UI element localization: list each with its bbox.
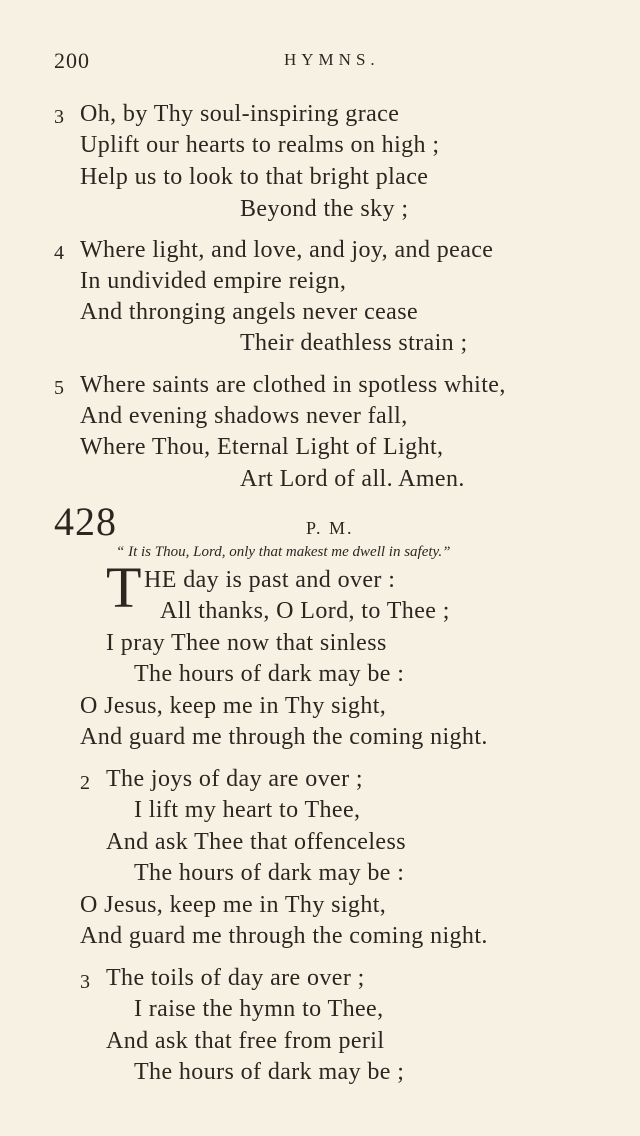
verse-line: Their deathless strain ; (240, 330, 468, 356)
stanza-number: 3 (80, 971, 90, 993)
verse-line: The hours of dark may be ; (134, 1059, 405, 1085)
verse-line: O Jesus, keep me in Thy sight, (80, 892, 387, 918)
verse-line: I pray Thee now that sinless (106, 630, 387, 656)
stanza-number: 4 (54, 242, 64, 264)
verse-line: I lift my heart to Thee, (134, 797, 361, 823)
verse-line: The hours of dark may be : (134, 860, 405, 886)
page-number: 200 (54, 48, 90, 73)
stanza-number: 2 (80, 772, 90, 794)
verse-line: Where saints are clothed in spotless white, (80, 372, 506, 398)
verse-line: O Jesus, keep me in Thy sight, (80, 693, 387, 719)
hymn-epigraph: “ It is Thou, Lord, only that makest me dwell in safety.” (116, 544, 451, 560)
verse-line: HE day is past and over : (144, 567, 396, 593)
verse-line: The hours of dark may be : (134, 661, 405, 687)
verse-line: Oh, by Thy soul-inspiring grace (80, 101, 400, 127)
verse-line: All thanks, O Lord, to Thee ; (160, 598, 450, 624)
verse-line: And guard me through the coming night. (80, 923, 488, 949)
verse-line: Art Lord of all. Amen. (240, 466, 465, 492)
verse-line: And thronging angels never cease (80, 299, 419, 325)
page-header (0, 48, 640, 78)
verse-line: And ask Thee that offenceless (106, 829, 406, 855)
verse-line: In undivided empire reign, (80, 268, 347, 294)
verse-line: Where Thou, Eternal Light of Light, (80, 434, 444, 460)
verse-line: And guard me through the coming night. (80, 724, 488, 750)
verse-line: And ask that free from peril (106, 1028, 385, 1054)
verse-line: Uplift our hearts to realms on high ; (80, 132, 440, 158)
drop-cap: T (106, 555, 142, 620)
verse-line: And evening shadows never fall, (80, 403, 408, 429)
stanza-number: 5 (54, 377, 64, 399)
hymn-meter: P. M. (306, 518, 354, 538)
verse-line: Help us to look to that bright place (80, 164, 429, 190)
stanza-number: 3 (54, 106, 64, 128)
verse-line: The joys of day are over ; (106, 766, 363, 792)
running-title: HYMNS. (284, 50, 380, 69)
verse-line: The toils of day are over ; (106, 965, 365, 991)
verse-line: Where light, and love, and joy, and peace (80, 237, 494, 263)
hymn-number: 428 (54, 499, 117, 544)
verse-line: Beyond the sky ; (240, 196, 409, 222)
verse-line: I raise the hymn to Thee, (134, 996, 384, 1022)
